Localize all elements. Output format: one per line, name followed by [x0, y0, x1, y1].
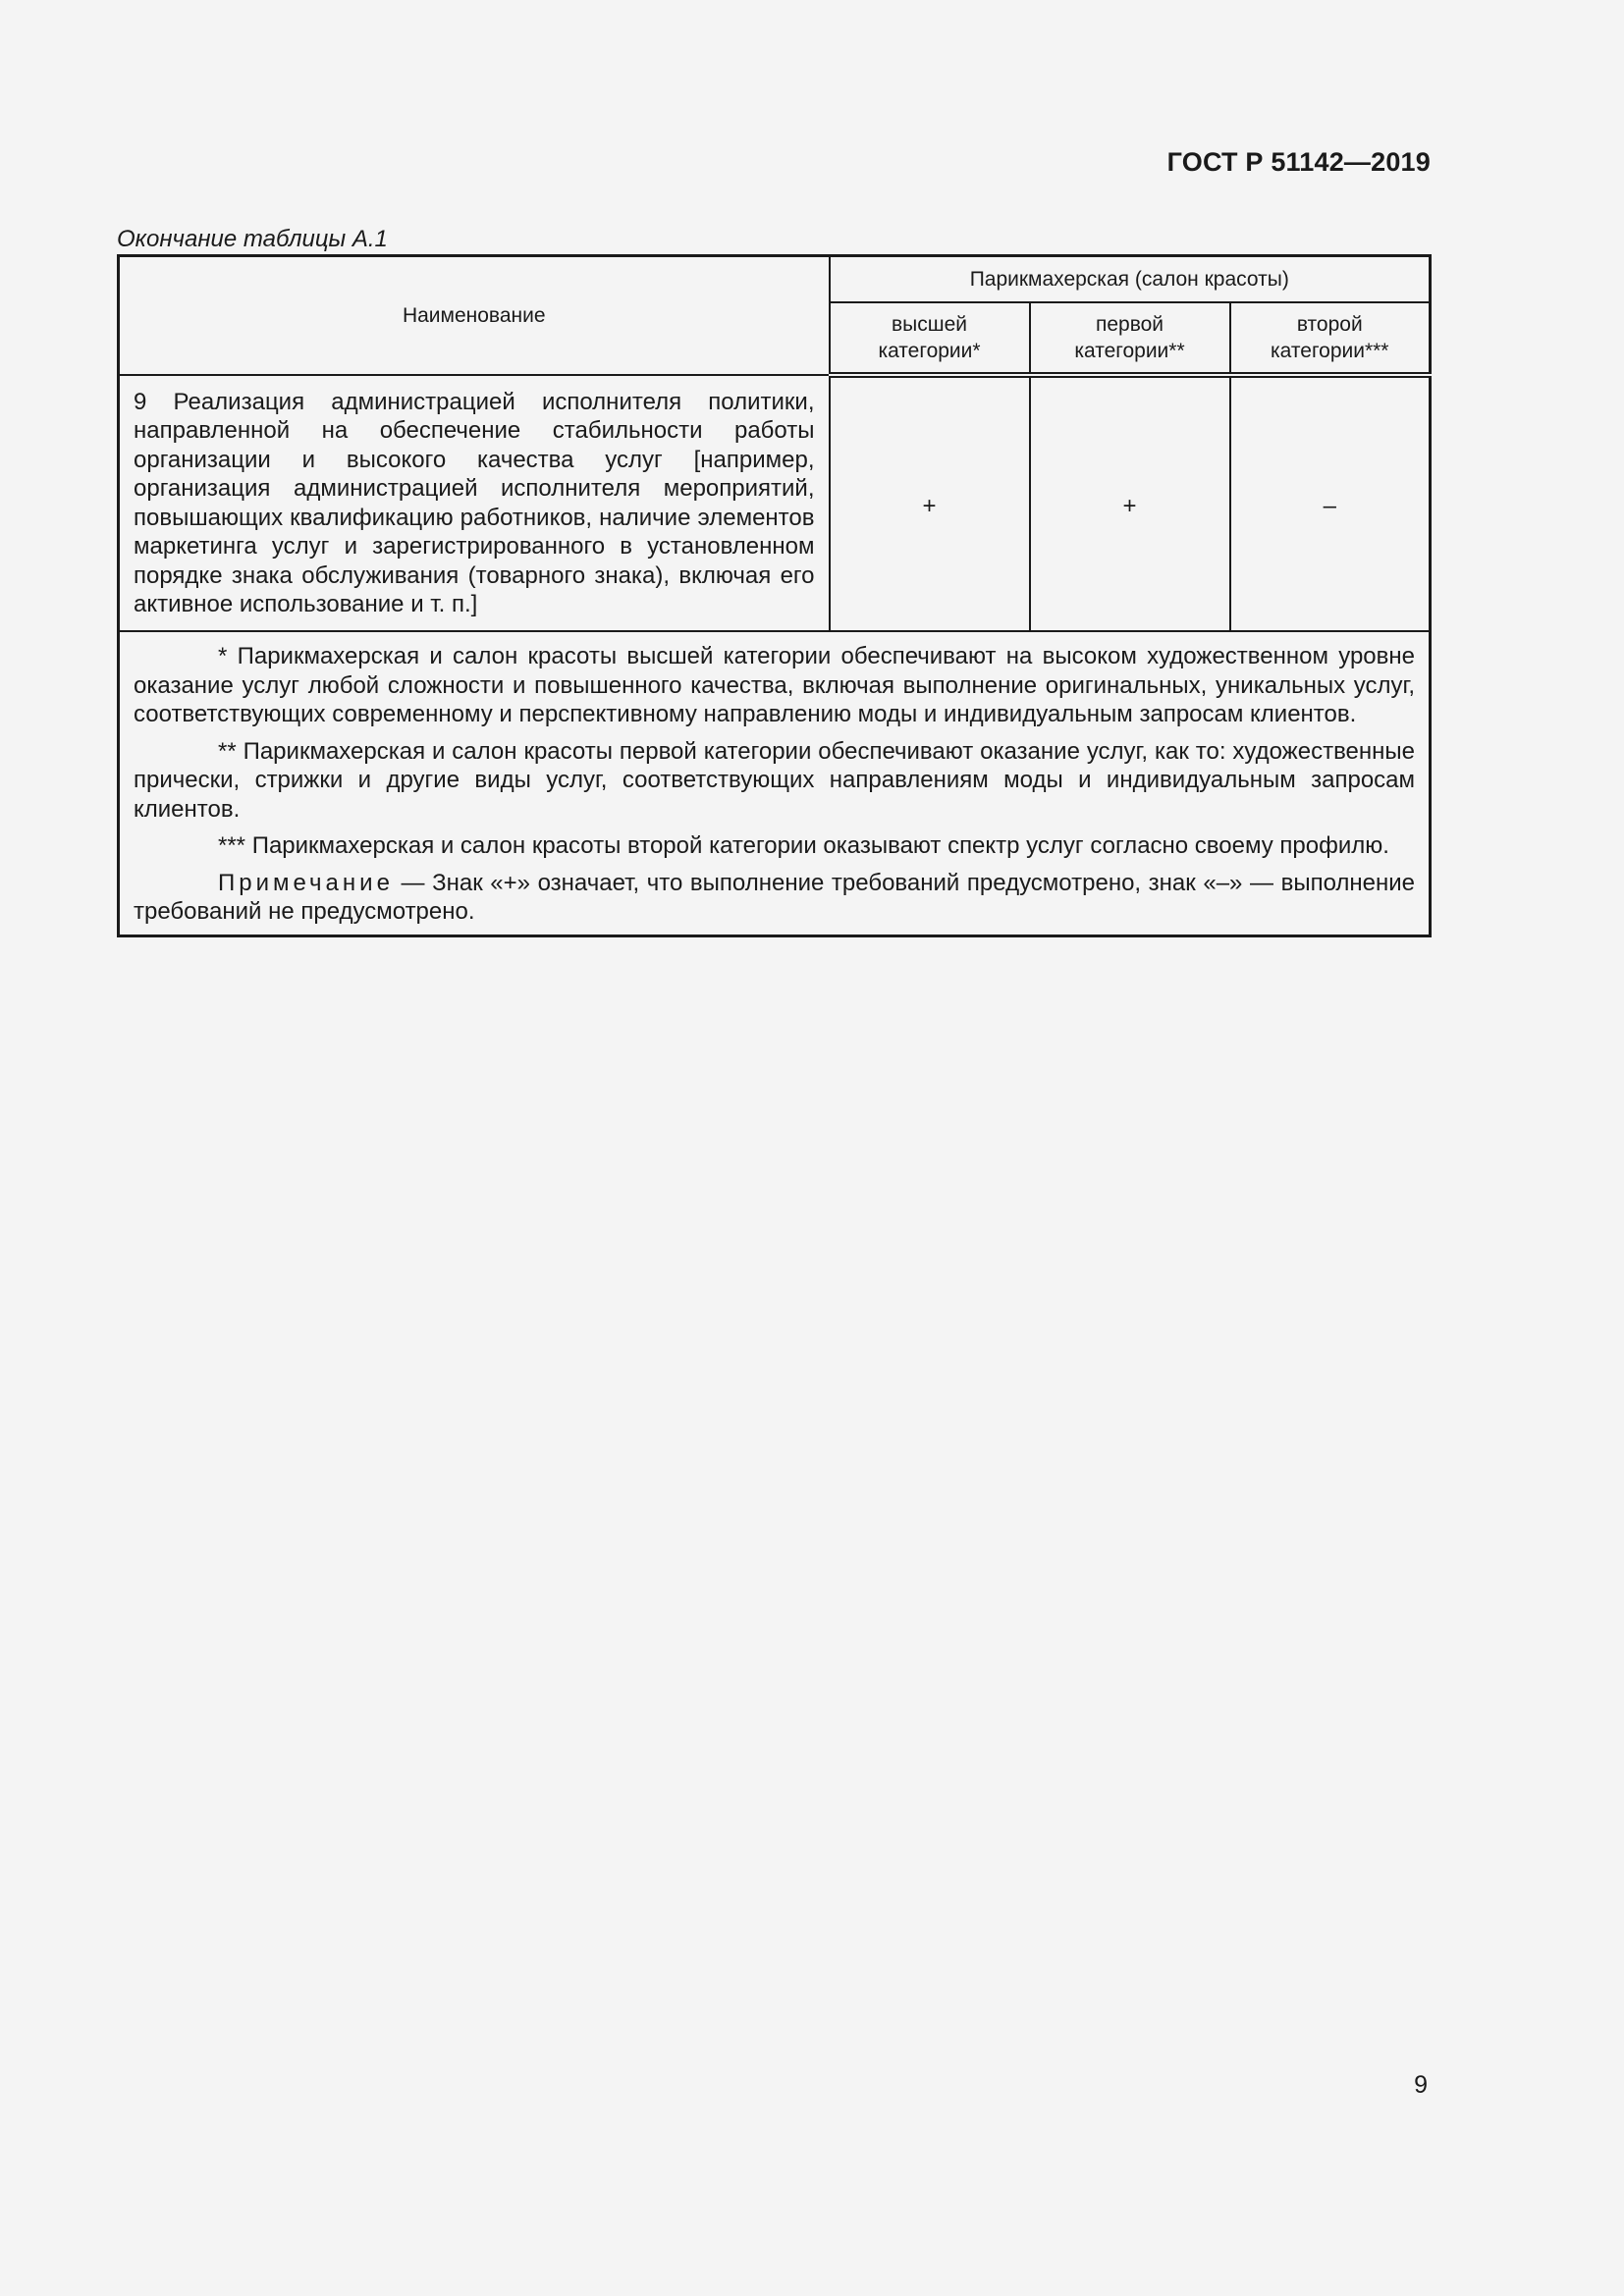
category-line: категории*	[878, 340, 981, 362]
mark-first: +	[1030, 375, 1230, 631]
mark-second: –	[1230, 375, 1431, 631]
header-category-highest	[830, 302, 1030, 375]
header-category-first	[1030, 302, 1230, 375]
category-line: категории**	[1074, 340, 1185, 362]
footnote-first: ** Парикмахерская и салон красоты первой категории обеспечивают оказание услуг, как то: художественные прически, стрижки и другие виды услуг, соответствующих направлениям моды и индивидуальным запросам клиентов.	[134, 737, 1416, 823]
table-caption: Окончание таблицы А.1	[117, 226, 388, 252]
footnote-highest: * Парикмахерская и салон красоты высшей категории обеспечивают на высоком художественном уровне оказание услуг любой сложности и повышенного качества, включая выполнение оригинальных, уникальных услуг, соответствующих современному и перспективному направлению моды и индивидуальным запросам клиентов.	[134, 643, 1416, 727]
category-line: первой	[1095, 313, 1164, 336]
remark	[134, 869, 1415, 927]
header-name-cell: Наименование	[119, 256, 830, 376]
remark-text: — Знак «+» означает, что выполнение требований предусмотрено, знак «–» — выполнение требований не предусмотрено.	[134, 869, 1416, 925]
row-name-cell: 9 Реализация администрацией исполнителя политики, направленной на обеспечение стабильности работы организации и высокого качества услуг [например, организация администрацией исполнителя мероприятий, повышающих квалификацию работников, наличие элементов маркетинга услуг и зарегистрированного в установленном порядке знака обслуживания (товарного знака), включая его активное использование и т. п.]	[119, 375, 830, 631]
page-number: 9	[1414, 2071, 1428, 2099]
document-code: ГОСТ Р 51142—2019	[1166, 147, 1431, 177]
footnotes-cell	[119, 631, 1431, 935]
table-row	[119, 375, 1431, 631]
category-line: категории***	[1271, 340, 1389, 362]
requirements-table	[117, 254, 1432, 937]
footnote-second: *** Парикмахерская и салон красоты второй категории оказывают спектр услуг согласно своему профилю.	[218, 832, 1389, 859]
header-group-cell: Парикмахерская (салон красоты)	[830, 256, 1431, 303]
category-line: высшей	[891, 313, 967, 336]
remark-label: Примечание	[218, 869, 394, 896]
mark-highest: +	[830, 375, 1030, 631]
category-line: второй	[1296, 313, 1363, 336]
header-category-second	[1230, 302, 1431, 375]
